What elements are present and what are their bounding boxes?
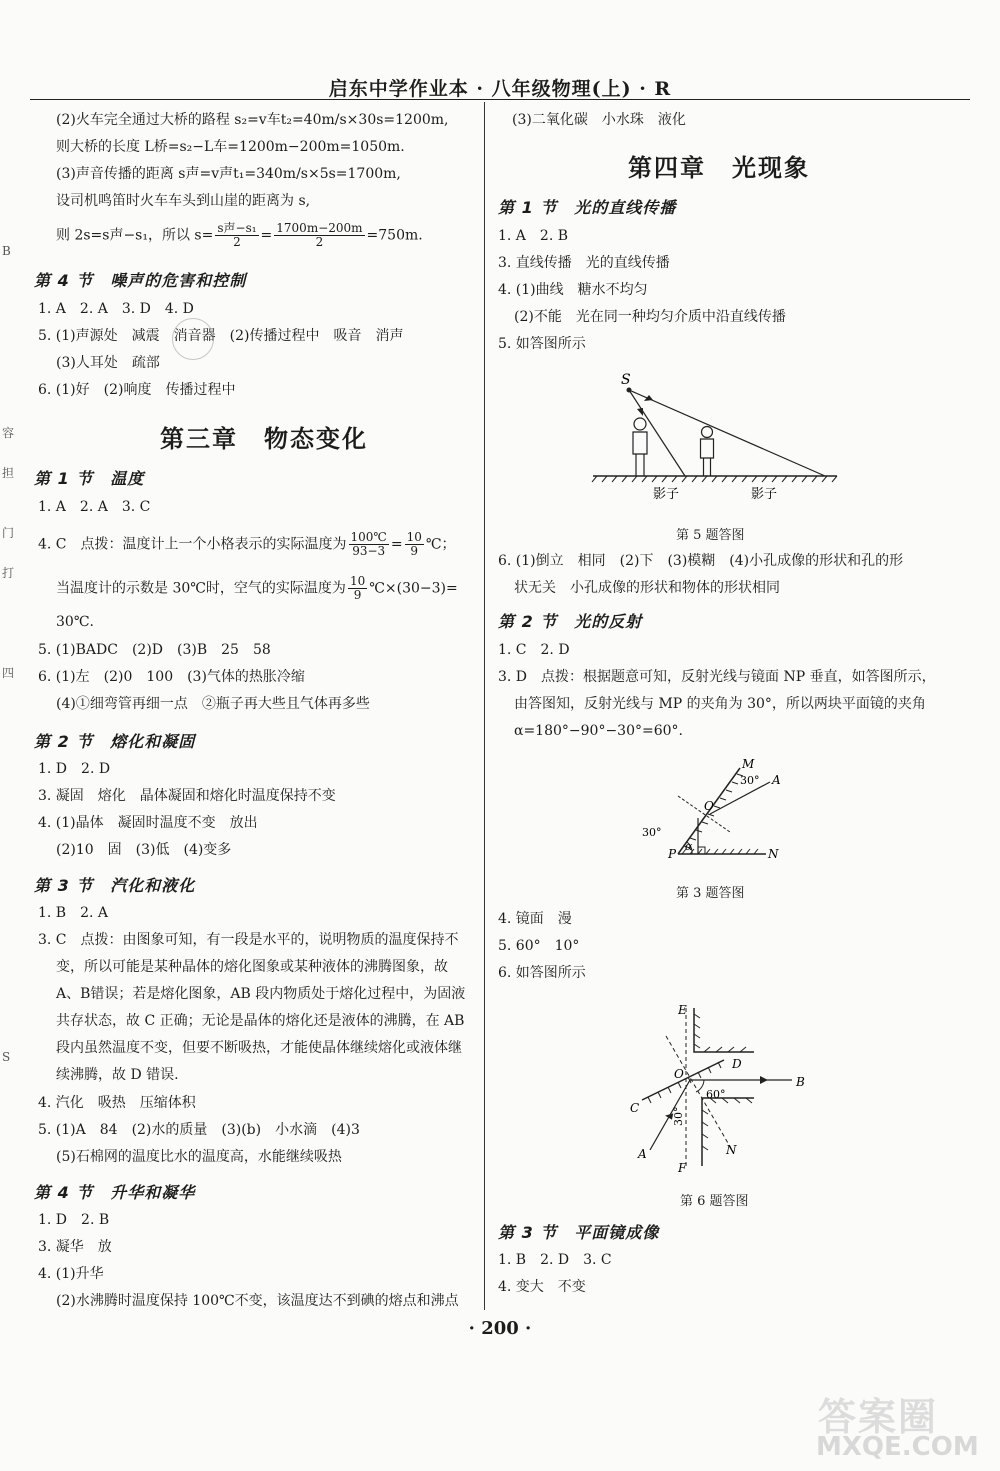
answer-line: 1. A 2. A 3. C (38, 499, 151, 515)
margin-mark: 担 (2, 466, 15, 480)
answer-line: 1. B 2. D 3. C (498, 1252, 612, 1268)
watermark-brand: 答案圈 (818, 1395, 939, 1439)
mirror-block-upper (694, 1008, 754, 1052)
answer-line: (2)水沸腾时温度保持 100℃不变，该温度达不到碘的熔点和沸点 (56, 1293, 459, 1309)
fig6-label-e: E (678, 1003, 687, 1017)
fig6-label-o: O (674, 1067, 684, 1081)
answer-line: 5. (1)BADC (2)D (3)B 25 58 (38, 642, 271, 658)
fraction: $\frac{1700m-200m}{2}$ (276, 221, 363, 249)
answer-line: 4. 变大 不变 (498, 1279, 586, 1295)
fig6-label-a: A (638, 1147, 647, 1161)
fig3-angle: 30° (642, 826, 662, 839)
answer-line: 则大桥的长度 L桥=s₂−L车=1200m−200m=1050m. (56, 139, 405, 155)
fig3-angle: 30° (740, 774, 760, 787)
column-divider (484, 102, 485, 1310)
answer-line: α=180°−90°−30°=60°. (514, 723, 683, 739)
figure-caption: 第 3 题答图 (676, 886, 745, 901)
margin-mark: 四 (2, 666, 15, 680)
answer-line: 6. (1)倒立 相同 (2)下 (3)模糊 (4)小孔成像的形状和孔的形 (498, 553, 904, 569)
answer-line: 3. 凝固 熔化 晶体凝固和熔化时温度保持不变 (38, 788, 336, 804)
answer-line: 6. 如答图所示 (498, 965, 586, 981)
answer-line: 4. 汽化 吸热 压缩体积 (38, 1095, 196, 1111)
ground-hatch (592, 476, 837, 482)
answer-line: 5. (1)声源处 减震 消音器 (2)传播过程中 吸音 消声 (38, 328, 404, 344)
angle-arc (696, 1080, 704, 1092)
answer-line: 3. C 点拨：由图象可知，有一段是水平的，说明物质的温度保持不 (38, 932, 459, 948)
person-figure (701, 427, 714, 477)
answer-line: (3)声音传播的距离 s声=v声t₁=340m/s×5s=1700m, (56, 166, 401, 182)
fig6-label-d: D (732, 1057, 742, 1071)
answer-line: 1. B 2. A (38, 905, 109, 921)
fig3-label-o: O (704, 799, 714, 813)
fig3-label-alpha: α (685, 840, 693, 853)
section-title: 第 4 节 升华和凝华 (34, 1183, 196, 1202)
figure-caption: 第 5 题答图 (676, 528, 745, 543)
answer-line: 4. (1)升华 (38, 1266, 104, 1282)
answer-line: 3. 凝华 放 (38, 1239, 112, 1255)
fig3-label-p: P (668, 847, 677, 861)
answer-line: 4. (1)晶体 凝固时温度不变 放出 (38, 815, 258, 831)
section-title: 第 3 节 汽化和液化 (34, 876, 196, 895)
chapter-title: 第四章 光现象 (628, 153, 810, 182)
fig6-label-c: C (630, 1101, 640, 1115)
header-rule (30, 99, 970, 100)
margin-mark: B (2, 244, 11, 258)
answer-line: 1. D 2. D (38, 761, 111, 777)
answer-line: 共存状态，故 C 正确；无论是晶体的熔化还是液体的沸腾，在 AB (56, 1013, 465, 1029)
answer-line: 1. A 2. A 3. D 4. D (38, 301, 194, 317)
answer-line: 续沸腾，故 D 错误. (56, 1067, 179, 1083)
fig5-label-s: S (621, 372, 631, 388)
answer-line: 设司机鸣笛时火车车头到山崖的距离为 s, (56, 193, 311, 209)
section-title: 第 4 节 噪声的危害和控制 (34, 271, 247, 290)
section-title: 第 2 节 光的反射 (498, 612, 643, 631)
fig5-shadow-label: 影子 (653, 487, 680, 502)
section-title: 第 2 节 熔化和凝固 (34, 732, 196, 751)
answer-line: (2)不能 光在同一种均匀介质中沿直线传播 (514, 309, 786, 325)
answer-line: 状无关 小孔成像的形状和物体的形状相同 (514, 580, 780, 596)
ray-arrow (760, 1076, 768, 1084)
answer-line: 6. (1)左 (2)0 100 (3)气体的热胀冷缩 (38, 669, 305, 685)
fig3-label-m: M (742, 757, 755, 771)
fraction: $\frac{100℃}{93-3}$ (350, 530, 387, 558)
answer-line: 5. 60° 10° (498, 938, 580, 954)
answer-line: 1. C 2. D (498, 642, 570, 658)
answer-line: 1. A 2. B (498, 228, 569, 244)
answer-line: 3. 直线传播 光的直线传播 (498, 255, 670, 271)
ray-arrow (644, 395, 653, 401)
formula-line: 则 2s=s声−s₁，所以 s= $\frac{\text{s声−s₁}}{2}$ = $\frac{1700m-200m}{2}$ =750m. (56, 221, 423, 249)
margin-mark: 容 (2, 426, 15, 440)
answer-line: 段内虽然温度不变，但要不断吸热，才能使晶体继续熔化或液体继 (56, 1040, 462, 1056)
formula-prefix: 则 2s=s声−s₁，所以 s= (56, 227, 214, 244)
answer-line: 变，所以可能是某种晶体的熔化图象或某种液体的沸腾图象，故 (56, 959, 448, 975)
fig3-label-n: N (768, 847, 779, 861)
fig5-shadow-label: 影子 (751, 487, 778, 502)
person-figure (633, 418, 647, 476)
answer-line: 4. (1)曲线 糖水不均匀 (498, 282, 648, 298)
answer-line: (4)①细弯管再细一点 ②瓶子再大些且气体再多些 (56, 696, 370, 712)
chapter-title: 第三章 物态变化 (160, 424, 368, 453)
margin-mark: S (2, 1050, 11, 1064)
formula-line: 4. C 点拨：温度计上一个小格表示的实际温度为 $\frac{100℃}{93-3}$ = $\frac{10}{9}$ ℃； (38, 530, 456, 558)
watermark-url: MXQE.COM (816, 1432, 979, 1462)
margin-mark: 打 (2, 566, 15, 580)
section-title: 第 3 节 平面镜成像 (498, 1223, 660, 1242)
fig6-label-b: B (796, 1075, 805, 1089)
header-title: 启东中学作业本 · 八年级物理(上) · R (328, 78, 672, 100)
answer-line: A、B错误；若是熔化图象，AB 段内物质处于熔化过程中，为固液 (56, 986, 466, 1002)
fraction: $\frac{\text{s声−s₁}}{2}$ (217, 221, 257, 249)
answer-line: 6. (1)好 (2)响度 传播过程中 (38, 382, 236, 398)
fig3-label-a: A (772, 773, 781, 787)
answer-line: (2)10 固 (3)低 (4)变多 (56, 842, 232, 858)
section-title: 第 1 节 光的直线传播 (498, 198, 677, 217)
figure-6-diagram (620, 1000, 820, 1176)
answer-line: (3)人耳处 疏部 (56, 355, 160, 371)
page-number: · 200 · (468, 1318, 532, 1339)
answer-line: 30℃. (56, 614, 94, 630)
formula-line: 当温度计的示数是 30℃时，空气的实际温度为 $\frac{10}{9}$ ℃×(30−3)= (56, 574, 458, 602)
fig6-angle: 60° (706, 1088, 726, 1101)
section-title: 第 1 节 温度 (34, 469, 145, 488)
fig6-label-n: N (726, 1143, 737, 1157)
figure-5-diagram (585, 368, 845, 504)
fig6-angle: 30° (672, 1106, 685, 1126)
answer-line: 3. D 点拨：根据题意可知，反射光线与镜面 NP 垂直，如答图所示， (498, 669, 936, 685)
light-ray (629, 390, 825, 476)
margin-mark: 门 (2, 526, 15, 540)
figure-caption: 第 6 题答图 (680, 1194, 749, 1209)
ray-arrow (637, 408, 643, 416)
fraction: $\frac{10}{9}$ (406, 530, 422, 558)
answer-line: 5. (1)A 84 (2)水的质量 (3)(b) 小水滴 (4)3 (38, 1122, 360, 1138)
answer-line: 4. 镜面 漫 (498, 911, 572, 927)
fig6-label-f: F (678, 1161, 687, 1175)
answer-line: 1. D 2. B (38, 1212, 110, 1228)
stamp-seal (172, 318, 214, 360)
answer-line: 由答图知，反射光线与 MP 的夹角为 30°，所以两块平面镜的夹角 (514, 696, 926, 712)
mirror-hatch (694, 1014, 746, 1052)
answer-line: (2)火车完全通过大桥的路程 s₂=v车t₂=40m/s×30s=1200m, (56, 112, 449, 128)
fraction: $\frac{10}{9}$ (349, 574, 366, 602)
formula-suffix: =750m. (366, 227, 423, 244)
answer-line: (5)石棉网的温度比水的温度高，水能继续吸热 (56, 1149, 342, 1165)
figure-3-diagram (640, 756, 790, 866)
answer-line: 5. 如答图所示 (498, 336, 586, 352)
answer-line: (3)二氧化碳 小水珠 液化 (512, 112, 686, 128)
